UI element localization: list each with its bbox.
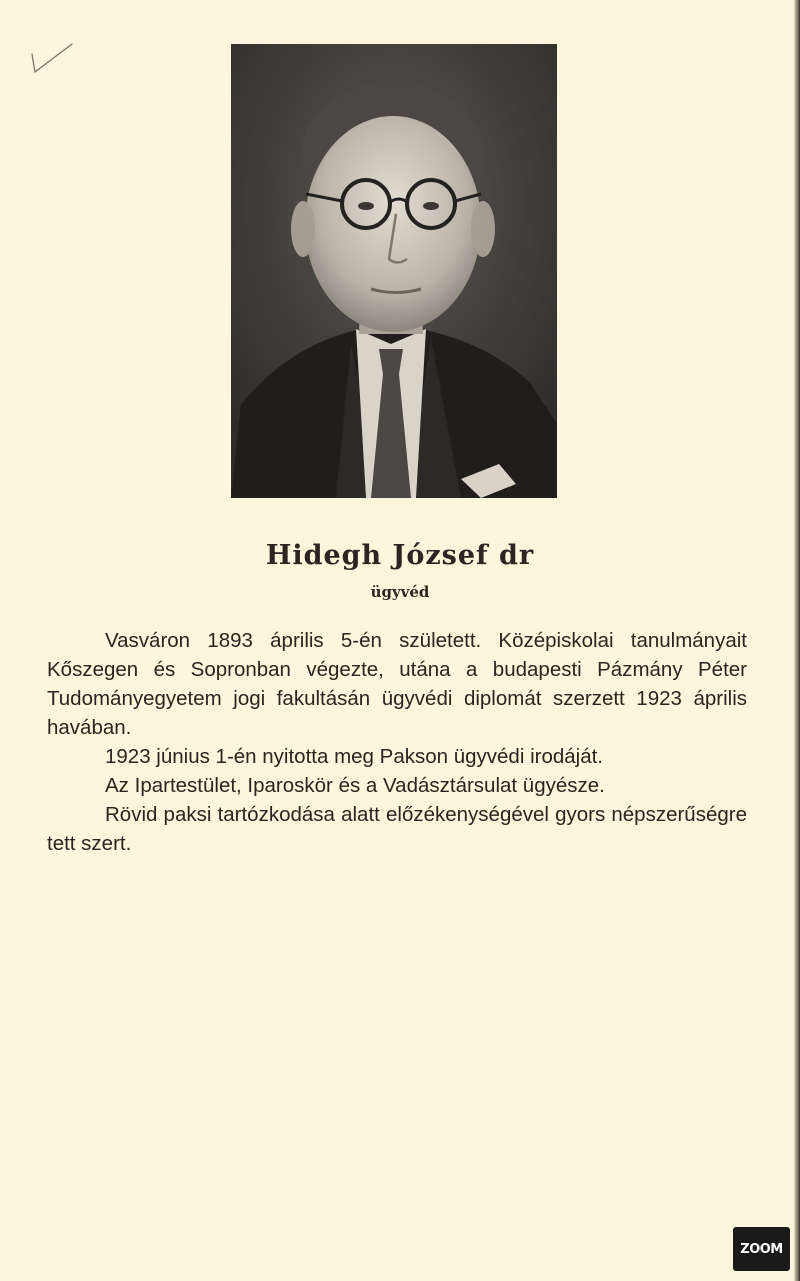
profession-subtitle: ügyvéd [370,583,430,601]
person-name-heading: Hidegh József dr [265,540,535,571]
pencil-checkmark-icon [28,40,78,80]
page-edge-shadow [794,0,800,1281]
bio-paragraph: Vasváron 1893 április 5-én született. Középiskolai tanulmányait Kőszegen és Sopronban végezte, utána a budapesti Pázmány Péter Tudományegyetem jogi fakultásán ügyvédi diplomát szerzett 1923 április havában. [47,629,747,739]
bio-paragraph: Az Ipartestület, Iparoskör és a Vadásztársulat ügyésze. [105,774,605,797]
bio-paragraph: Rövid paksi tartózkodása alatt előzékenységével gyors népszerűségre tett szert. [47,803,747,855]
bio-paragraph: 1923 június 1-én nyitotta meg Pakson ügyvédi irodáját. [105,745,604,768]
zoom-logo-badge: ZOOM [733,1227,790,1271]
biography-text [47,626,747,858]
portrait-photo [231,44,557,498]
